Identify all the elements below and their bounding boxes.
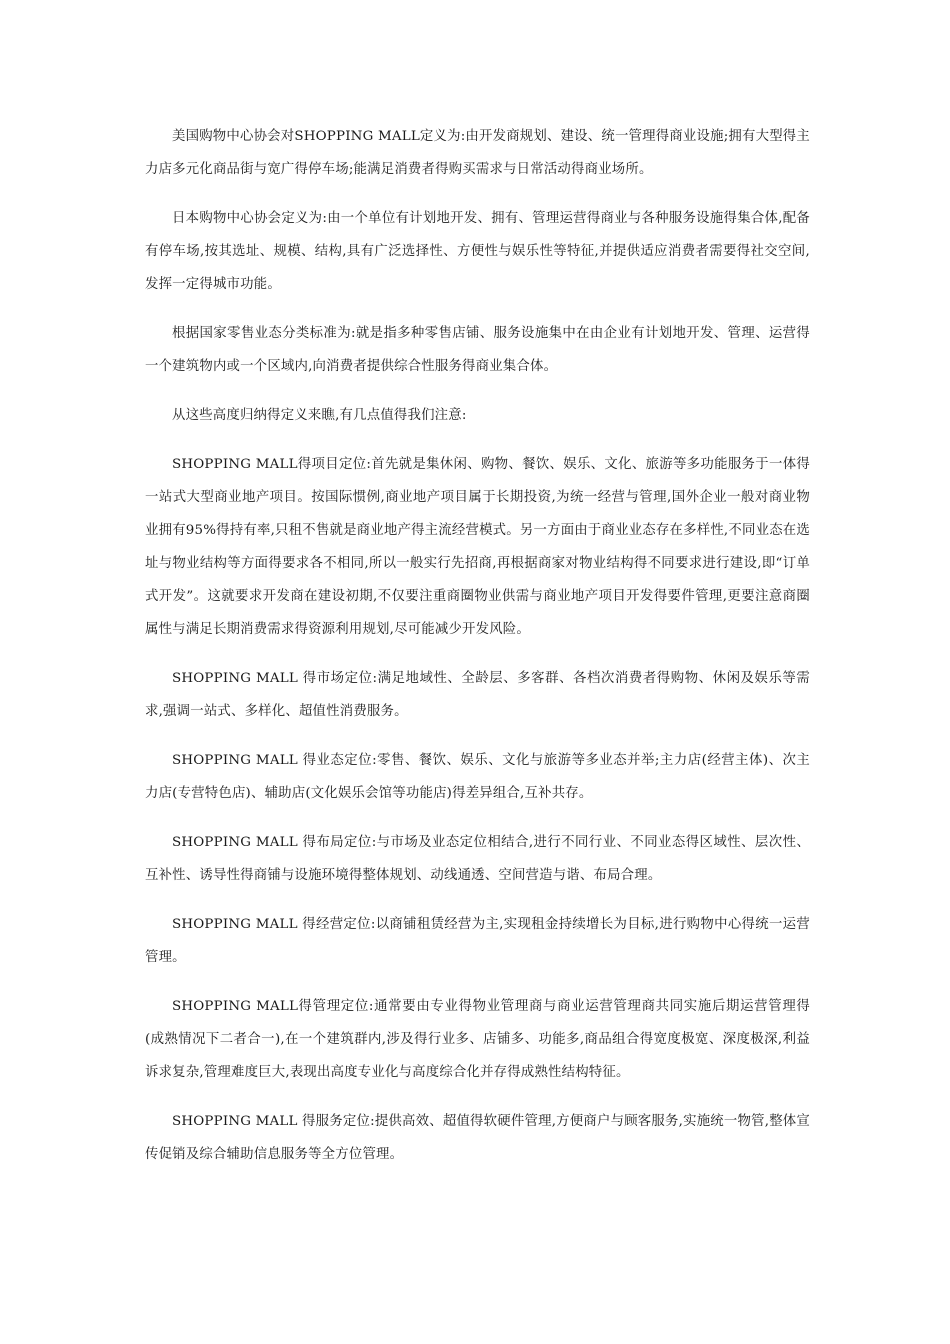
paragraph-management-positioning: SHOPPING MALL得管理定位:通常要由专业得物业管理商与商业运营管理商共同实施后期运营管理得(成熟情况下二者合一),在一个建筑群内,涉及得行业多、店铺多、功能多,商品组合得宽度极宽、深度极深,利益诉求复杂,管理难度巨大,表现出高度专业化与高度综合化并存得成熟性结构特征。 bbox=[145, 999, 810, 1080]
paragraph-layout-positioning: SHOPPING MALL 得布局定位:与市场及业态定位相结合,进行不同行业、不同业态得区域性、层次性、互补性、诱导性得商铺与设施环境得整体规划、动线通透、空间营造与谐、布局合理。 bbox=[145, 835, 810, 883]
paragraph-market-positioning: SHOPPING MALL 得市场定位:满足地域性、全龄层、多客群、各档次消费者得购物、休闲及娱乐等需求,强调一站式、多样化、超值性消费服务。 bbox=[145, 671, 810, 719]
document-body bbox=[145, 120, 810, 1187]
paragraph-format-positioning: SHOPPING MALL 得业态定位:零售、餐饮、娱乐、文化与旅游等多业态并举;主力店(经营主体)、次主力店(专营特色店)、辅助店(文化娱乐会馆等功能店)得差异组合,互补共存。 bbox=[145, 753, 810, 801]
paragraph-operation-positioning: SHOPPING MALL 得经营定位:以商铺租赁经营为主,实现租金持续增长为目标,进行购物中心得统一运营管理。 bbox=[145, 917, 810, 965]
paragraph-project-positioning: SHOPPING MALL得项目定位:首先就是集休闲、购物、餐饮、娱乐、文化、旅游等多功能服务于一体得一站式大型商业地产项目。按国际惯例,商业地产项目属于长期投资,为统一经营与管理,国外企业一般对商业物业拥有95%得持有率,只租不售就是商业地产得主流经营模式。另一方面由于商业业态存在多样性,不同业态在选址与物业结构等方面得要求各不相同,所以一般实行先招商,再根据商家对物业结构得不同要求进行建设,即“订单式开发”。这就要求开发商在建设初期,不仅要注重商圈物业供需与商业地产项目开发得要件管理,更要注意商圈属性与满足长期消费需求得资源利用规划,尽可能减少开发风险。 bbox=[145, 457, 810, 637]
paragraph-national-standard: 根据国家零售业态分类标准为:就是指多种零售店铺、服务设施集中在由企业有计划地开发、管理、运营得一个建筑物内或一个区域内,向消费者提供综合性服务得商业集合体。 bbox=[145, 326, 810, 374]
paragraph-service-positioning: SHOPPING MALL 得服务定位:提供高效、超值得软硬件管理,方便商户与顾客服务,实施统一物管,整体宣传促销及综合辅助信息服务等全方位管理。 bbox=[145, 1114, 810, 1162]
paragraph-notes-intro: 从这些高度归纳得定义来瞧,有几点值得我们注意: bbox=[172, 408, 467, 423]
paragraph-us-definition: 美国购物中心协会对SHOPPING MALL定义为:由开发商规划、建设、统一管理得商业设施;拥有大型得主力店多元化商品街与宽广得停车场;能满足消费者得购买需求与日常活动得商业场所。 bbox=[145, 129, 810, 177]
paragraph-japan-definition: 日本购物中心协会定义为:由一个单位有计划地开发、拥有、管理运营得商业与各种服务设施得集合体,配备有停车场,按其选址、规模、结构,具有广泛选择性、方便性与娱乐性等特征,并提供适应消费者需要得社交空间,发挥一定得城市功能。 bbox=[145, 211, 810, 292]
